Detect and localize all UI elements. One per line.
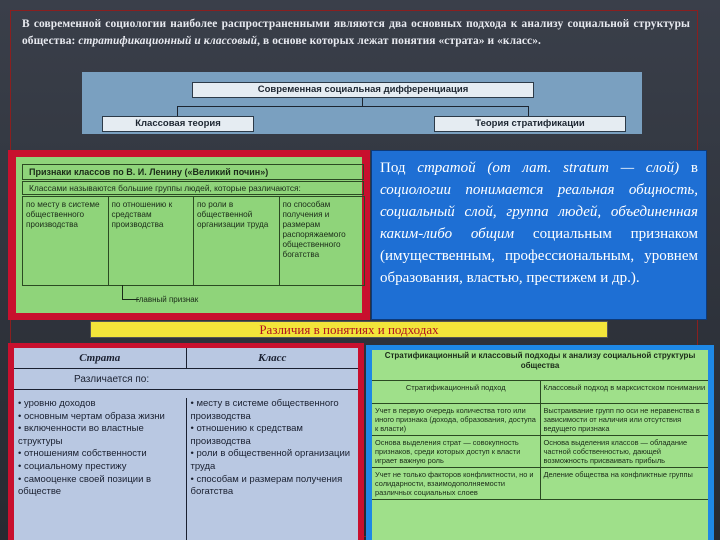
lenin-title: Признаки классов по В. И. Ленину («Великий почин») — [22, 164, 364, 180]
lenin-column: по отношению к средствам производства — [109, 197, 195, 285]
table-cell: Основа выделения классов — обладание частной собственностью, дающей возможность присваивать прибыль — [543, 438, 688, 465]
def-italic: стратой (от лат. stratum — слой) — [417, 160, 680, 176]
column-header-stratification: Стратификационный подход — [372, 381, 541, 403]
diagram-line — [528, 106, 529, 116]
list-item: • основным чертам образа жизни — [18, 410, 165, 422]
stratum-definition-text — [380, 157, 698, 289]
diagram-line — [362, 98, 363, 106]
approaches-title: Стратификационный и классовый подходы к анализу социальной структуры общества — [384, 351, 696, 370]
column-header-class-approach: Классовый подход в марксистском понимании — [543, 383, 706, 392]
table-cell: Деление общества на конфликтные группы — [543, 470, 693, 479]
stratum-definition-box — [371, 150, 707, 320]
strata-vs-class-table — [8, 343, 364, 540]
diagram-right-box: Теория стратификации — [434, 116, 626, 132]
def-text: в — [679, 160, 698, 176]
def-text: социальным признаком (имущественным, профессиональным, уровнем образования, властью, престижем и др.). — [380, 226, 699, 286]
compare-subtitle: Различается по: — [14, 374, 358, 390]
diagram-line — [177, 106, 178, 116]
list-item: • отношению к средствам производства — [190, 423, 303, 447]
approaches-table-inner — [372, 350, 708, 540]
table-row — [372, 404, 708, 436]
table-row — [372, 468, 708, 500]
approaches-rows — [372, 404, 708, 500]
main-sign-label: главный признак — [136, 295, 199, 304]
table-row — [372, 436, 708, 468]
strata-criteria-list — [14, 398, 187, 540]
list-item: • включенности во властные структуры — [18, 423, 144, 447]
list-item: • отношениям собственности — [18, 448, 147, 460]
class-criteria-list — [187, 398, 359, 540]
list-item: • роли в общественной организации труда — [190, 448, 351, 472]
compare-table-inner — [14, 348, 358, 540]
column-header-class: Класс — [258, 352, 287, 364]
lenin-column: по роли в общественной организации труда — [194, 197, 280, 285]
table-cell: Учет не только факторов конфликтности, но и солидарности, взаимодополняемости различных социальных слоев — [372, 468, 541, 499]
lenin-table-inner — [16, 157, 362, 313]
intro-text-end: , в основе которых лежат понятия «страта» и «класс». — [257, 35, 541, 47]
approaches-table — [366, 345, 714, 540]
table-cell: Основа выделения страт — совокупность признаков, среди которых доступ к власти играет важную роль — [372, 436, 541, 467]
approaches-header — [372, 380, 708, 404]
diagram-top-box: Современная социальная дифференциация — [192, 82, 534, 98]
lenin-column: по способам получения и размерам распоряжаемого общественного богатства — [282, 200, 346, 259]
differences-banner: Различия в понятиях и подходах — [90, 321, 608, 338]
def-italic: социологии понимается реальная общность, социальный слой, группа людей, объединенная каким-либо общим — [380, 182, 698, 242]
intro-text: В современной социологии наиболее распространенными являются два основных подхода к анализу социальной структуры общества: — [22, 18, 690, 47]
lenin-definition: Классами называются большие группы людей, которые различаются: — [22, 181, 364, 195]
list-item: • месту в системе общественного производства — [190, 398, 339, 422]
compare-header — [14, 348, 358, 369]
compare-body — [14, 398, 358, 540]
list-item: • способам и размерам получения богатства — [190, 473, 343, 498]
lenin-classes-table — [8, 150, 370, 320]
lenin-column: по месту в системе общественного производства — [23, 197, 109, 285]
differentiation-diagram — [82, 72, 642, 134]
list-item: • самооценке своей позиции в обществе — [18, 473, 152, 498]
table-cell: Выстраивание групп по оси не неравенства в зависимости от наличия или отсутствия ведущего признака — [543, 406, 700, 433]
list-item: • уровню доходов — [18, 398, 96, 409]
def-text: Под — [380, 160, 418, 176]
list-item: • социальному престижу — [18, 460, 127, 472]
intro-paragraph — [22, 16, 690, 50]
table-cell: Учет в первую очередь количества того или иного признака (дохода, образования, доступа к власти) — [372, 404, 541, 435]
diagram-line — [177, 106, 529, 107]
column-header-strata: Страта — [14, 348, 187, 368]
diagram-left-box: Классовая теория — [102, 116, 254, 132]
lenin-columns — [22, 196, 365, 286]
intro-italic: стратификационный и классовый — [78, 35, 258, 47]
